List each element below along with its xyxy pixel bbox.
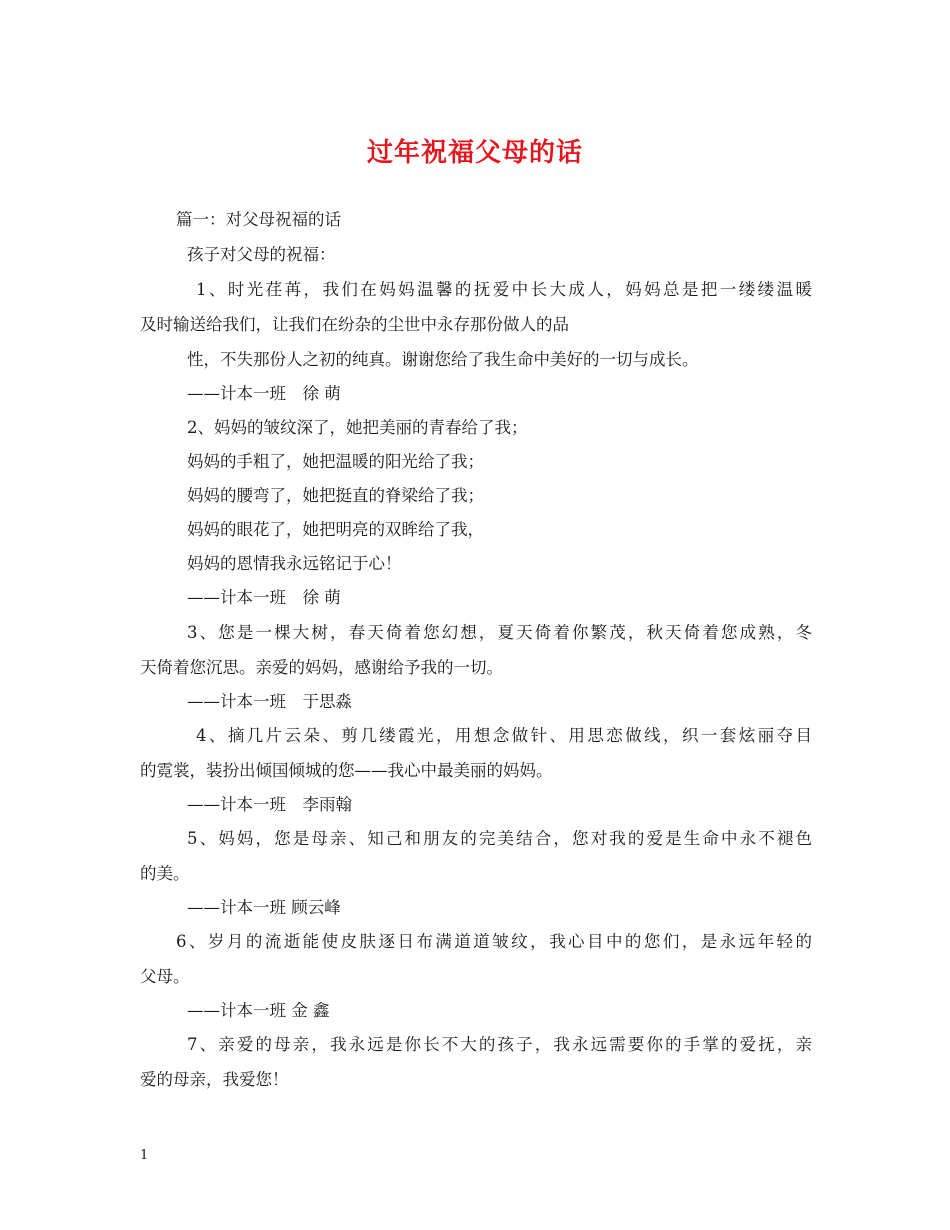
text-line: 的美。 <box>140 864 190 883</box>
signature-line: ——计本一班 徐 萌 <box>187 384 341 403</box>
text-line: 1、时光荏苒，我们在妈妈温馨的抚爱中长大成人，妈妈总是把一缕缕温暖 <box>196 280 812 299</box>
text-line: 的霓裳，装扮出倾国倾城的您——我心中最美丽的妈妈。 <box>140 761 553 780</box>
text-line: 6、岁月的流逝能使皮肤逐日布满道道皱纹，我心目中的您们，是永远年轻的 <box>176 932 812 951</box>
document-title: 过年祝福父母的话 <box>366 138 583 168</box>
text-line: 妈妈的腰弯了，她把挺直的脊梁给了我； <box>187 486 484 505</box>
text-line: 妈妈的恩情我永远铭记于心！ <box>187 554 402 573</box>
text-line: 5、妈妈，您是母亲、知己和朋友的完美结合，您对我的爱是生命中永不褪色 <box>187 829 812 848</box>
signature-line: ——计本一班 金 鑫 <box>187 1001 330 1020</box>
text-line: 7、亲爱的母亲，我永远是你长不大的孩子，我永远需要你的手掌的爱抚，亲 <box>187 1035 812 1054</box>
section-heading: 篇一：对父母祝福的话 <box>176 210 341 229</box>
text-line: 父母。 <box>140 967 190 986</box>
text-line: 3、您是一棵大树，春天倚着您幻想，夏天倚着你繁茂，秋天倚着您成熟，冬 <box>187 623 812 642</box>
signature-line: ——计本一班 徐 萌 <box>187 588 341 607</box>
text-line: 2、妈妈的皱纹深了，她把美丽的青春给了我； <box>187 418 528 437</box>
text-line: 孩子对父母的祝福： <box>187 245 336 264</box>
text-line: 及时输送给我们，让我们在纷杂的尘世中永存那份做人的品 <box>140 315 569 334</box>
signature-line: ——计本一班 顾云峰 <box>187 898 341 917</box>
page-number: 1 <box>140 1148 149 1163</box>
text-line: 妈妈的手粗了，她把温暖的阳光给了我； <box>187 452 484 471</box>
signature-line: ——计本一班 李雨翰 <box>187 795 352 814</box>
text-line: 天倚着您沉思。亲爱的妈妈，感谢给予我的一切。 <box>140 658 503 677</box>
text-line: 妈妈的眼花了，她把明亮的双眸给了我， <box>187 520 484 539</box>
text-line: 爱的母亲，我爱您！ <box>140 1070 289 1089</box>
text-line: 4、摘几片云朵、剪几缕霞光，用想念做针、用思恋做线，织一套炫丽夺目 <box>196 726 812 745</box>
signature-line: ——计本一班 于思淼 <box>187 692 352 711</box>
text-line: 性，不失那份人之初的纯真。谢谢您给了我生命中美好的一切与成长。 <box>187 350 699 369</box>
